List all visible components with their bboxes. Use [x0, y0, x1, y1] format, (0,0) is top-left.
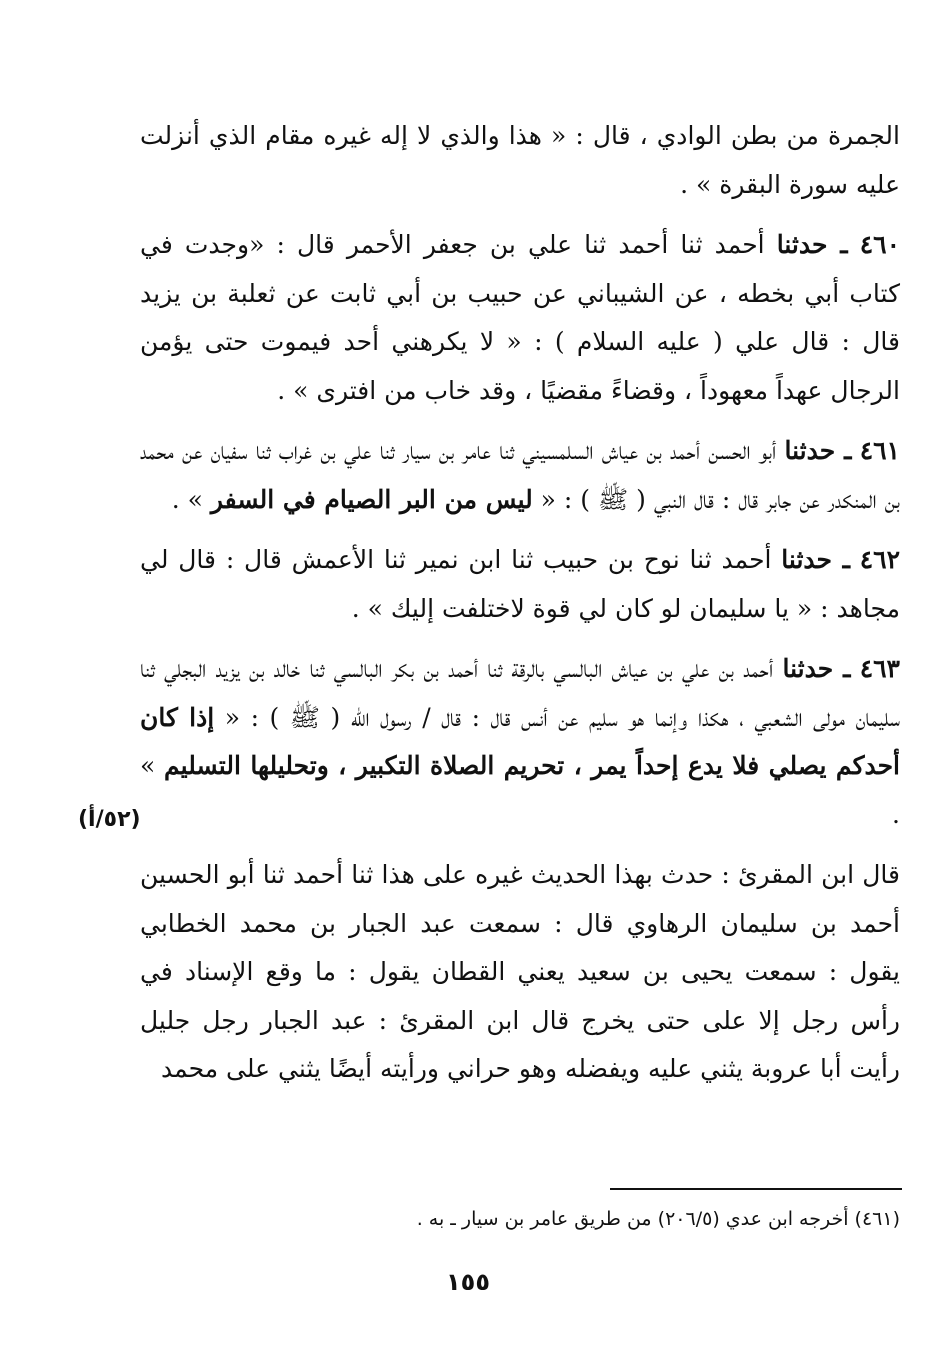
hadith-bold-text: إذا كان أحدكم يصلي فلا يدع إحداً يمر ، تحريم الصلاة التكبير ، وتحليلها التسليم: [140, 702, 900, 780]
hadith-number: ٤٦٣: [859, 654, 900, 683]
hadith-text-before: أحمد بن علي بن عياش البالسي بالرقة ثنا أحمد بن بكر البالسي ثنا خالد بن يزيد البجلي ثنا سليمان مولى الشعبي ، هكذا وإنما هو سليم عن أنس قال : قال / رسول الله ( ﷺ ) : «: [140, 654, 900, 732]
hadith-463: [140, 645, 900, 839]
hadith-460: [140, 221, 900, 415]
hadith-text: أحمد ثنا نوح بن حبيب ثنا ابن نمير ثنا الأعمش قال : قال لي مجاهد : « يا سليمان لو كان لي قوة لاختلفت إليك » .: [140, 545, 900, 623]
hadith-keyword: ـ حدثنا: [776, 230, 848, 259]
closing-paragraph: [140, 851, 900, 1094]
footnote: (٤٦١) أخرجه ابن عدي (٢٠٦/٥) من طريق عامر بن سيار ـ به .: [416, 1208, 900, 1230]
hadith-keyword: ـ حدثنا: [784, 436, 852, 465]
hadith-461: [140, 427, 900, 524]
page-number: ١٥٥: [446, 1268, 490, 1296]
hadith-bold-text: ليس من البر الصيام في السفر: [210, 484, 533, 514]
margin-folio-reference: (٥٢/أ): [78, 807, 141, 832]
hadith-text: أحمد ثنا أحمد ثنا علي بن جعفر الأحمر قال : «وجدت في كتاب أبي بخطه ، عن الشيباني عن حبيب بن أبي ثابت عن ثعلبة بن يزيد قال : قال علي ( عليه السلام ) : « لا يكرهني أحد فيموت حتى يؤمن الرجال عهداً معهوداً ، وقضاءً مقضيًا ، وقد خاب من افترى » .: [140, 230, 900, 405]
hadith-462: [140, 536, 900, 633]
hadith-text-after: » .: [140, 751, 900, 829]
hadith-text-after: » .: [171, 484, 211, 514]
hadith-number: ٤٦١: [859, 436, 900, 465]
hadith-keyword: ـ حدثنا: [782, 654, 851, 683]
hadith-keyword: ـ حدثنا: [781, 545, 850, 574]
intro-paragraph: [140, 112, 900, 209]
hadith-number: ٤٦٢: [859, 545, 901, 574]
footnote-divider: [610, 1188, 902, 1190]
main-text: [140, 112, 900, 1106]
hadith-text-before: أبو الحسن أحمد بن عياش السلمسيني ثنا عامر بن سيار ثنا علي بن غراب ثنا سفيان عن محمد بن المنكدر عن جابر قال : قال النبي ( ﷺ ) : «: [140, 436, 900, 514]
hadith-number: ٤٦٠: [859, 230, 901, 259]
closing-text: قال ابن المقرئ : حدث بهذا الحديث غيره على هذا ثنا أحمد ثنا أبو الحسين أحمد بن سليمان الرهاوي قال : سمعت عبد الجبار بن محمد الخطابي يقول : سمعت يحيى بن سعيد يعني القطان يقول : ما وقع الإسناد في رأس رجل إلا على حتى يخرج قال ابن المقرئ : عبد الجبار رجل جليل رأيت أبا عروبة يثني عليه ويفضله وهو حراني ورأيته أيضًا يثني على محمد: [140, 860, 900, 1083]
intro-text: الجمرة من بطن الوادي ، قال : « هذا والذي لا إله غيره مقام الذي أنزلت عليه سورة البقرة » .: [140, 121, 900, 199]
